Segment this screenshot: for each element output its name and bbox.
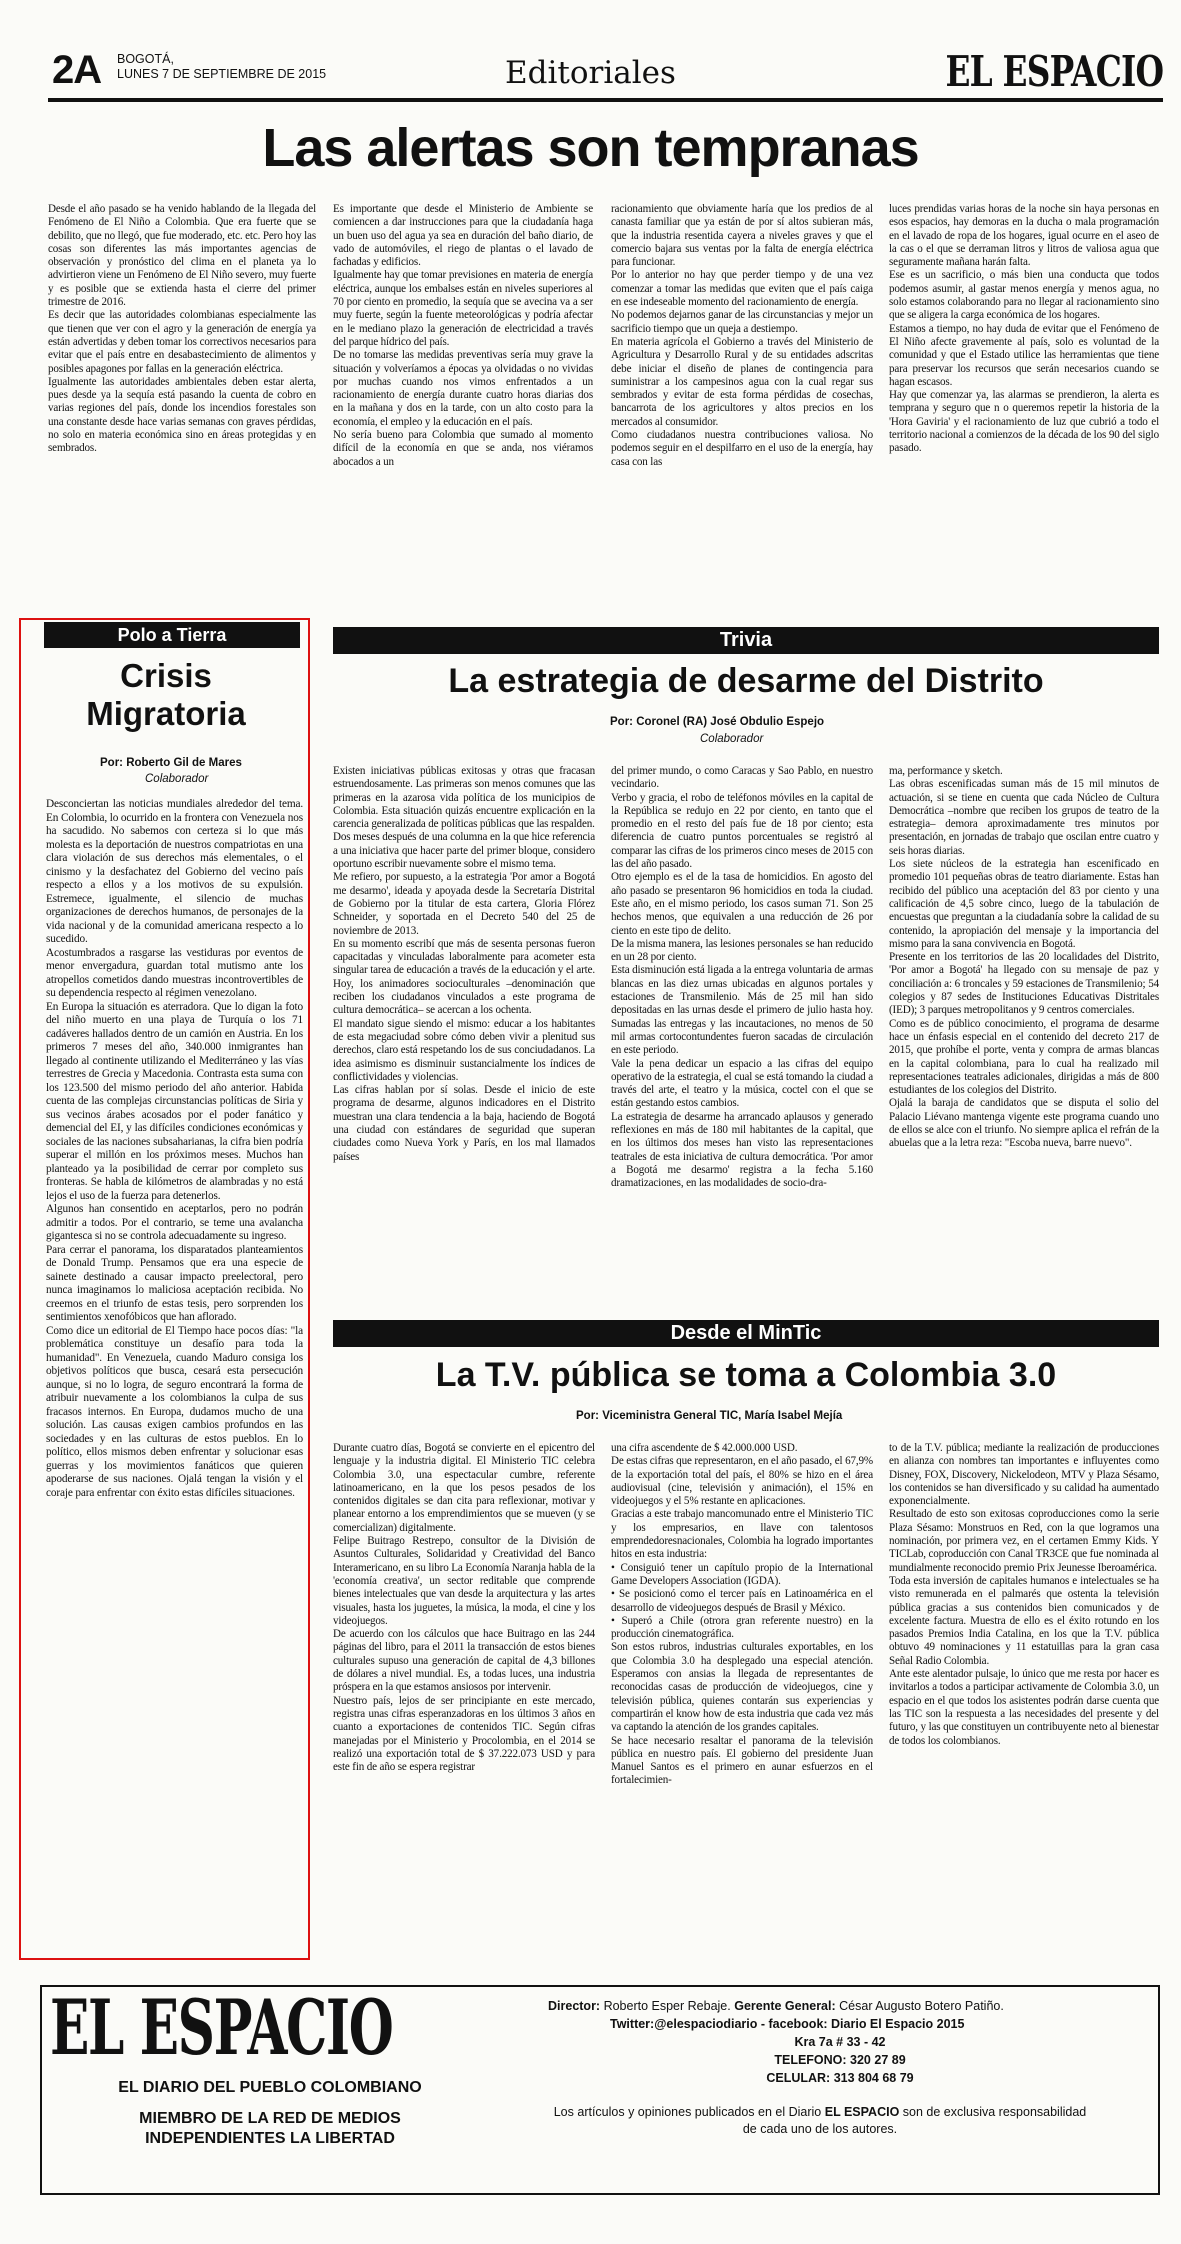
dateline-city: BOGOTÁ, bbox=[117, 52, 174, 66]
paragraph: Durante cuatro días, Bogotá se convierte en el epicentro del lenguaje y la industria digital. El Ministerio TIC celebra Colombia 3.0, una espectacular cumbre, referente latinoamericano, en la que los pesos pesados de los contenidos digitales se dan cita para reflexionar, motivar y planear entorno a los emprendimientos que se mueven (y se comercializan) digitalmente. bbox=[333, 1442, 595, 1534]
footer-disclaimer-line-1 bbox=[500, 2104, 1140, 2120]
footer-cell: CELULAR: 313 804 68 79 bbox=[766, 2071, 914, 2085]
paragraph: Las obras escenificadas suman más de 15 mil minutos de actuación, si se tiene en cuenta que cada Núcleo de Cultura Democrática –nombre que reciben los grupos de teatro de la estrategia– demora aproximadamente tres minutos por presentación, en jornadas de trabajo que oscilan entre cuatro y seis horas diarias. bbox=[889, 778, 1159, 857]
footer-social: Twitter:@elespaciodiario - facebook: Diario El Espacio 2015 bbox=[610, 2017, 965, 2031]
mintic-column-2 bbox=[611, 1442, 873, 1962]
footer-logo-wrap bbox=[50, 1988, 490, 2068]
paragraph: • Superó a Chile (otrora gran referente nuestro) en la producción cinematográfica. bbox=[611, 1614, 873, 1641]
polo-headline-line-1: Crisis bbox=[120, 657, 212, 694]
polo-byline: Por: Roberto Gil de Mares bbox=[100, 757, 242, 769]
mintic-section-bar: Desde el MinTic bbox=[333, 1320, 1159, 1347]
paragraph: Como es de público conocimiento, el programa de desarme hace un énfasis especial en el contenido del decreto 217 de 2015, que prohíbe el porte, venta y compra de armas blancas en la capital colombiana, para lo cual ha realizado mil representaciones teatrales adicionales, dirigidas a más de 800 estudiantes de los colegios del Distrito. bbox=[889, 1017, 1159, 1097]
paragraph: Ojalá la baraja de candidatos que se disputa el solio del Palacio Liévano mantenga vigente este programa cuando uno de ellos se alce con el triunfo. No siempre aplica el refrán de la abuelas que a la letra reza: "Escoba nueva, barre nuevo". bbox=[889, 1097, 1159, 1150]
paragraph: Otro ejemplo es el de la tasa de homicidios. En agosto del año pasado se presentaron 96 homicidios en toda la ciudad. Este año, en el mismo periodo, los casos suman 71. Son 25 hechos menos, que equivalen a una reducción de 26 por ciento en este tipo de delito. bbox=[611, 871, 873, 937]
footer-phone: TELEFONO: 320 27 89 bbox=[774, 2053, 906, 2067]
paragraph: Presente en los territorios de las 20 localidades del Distrito, 'Por amor a Bogotá' ha llegado con su mensaje de paz y conciliación a: 6 troncales y 59 estaciones de Transmilenio; 54 colegios y 87 sedes de Instituciones Educativas Distritales (IED); 3 parques metropolitanos y 9 centros comerciales. bbox=[889, 951, 1159, 1017]
gm-name: César Augusto Botero Patiño. bbox=[839, 1999, 1004, 2013]
paragraph: • Consiguió tener un capítulo propio de la International Game Developers Association (IGDA). bbox=[611, 1561, 873, 1587]
disclaimer-text-1: Los artículos y opiniones publicados en el Diario bbox=[553, 2105, 822, 2119]
footer-logo: EL ESPACIO bbox=[50, 1988, 393, 2068]
paragraph: En su momento escribí que más de sesenta personas fueron capacitadas y vinculadas laboralmente para acometer esta singular tarea de educación a través de la educación y el arte. Hoy, los animadores socioculturales –denominación que reciben los ciudadanos vinculados a este programa de cultura democrática– se acercan a los ochenta. bbox=[333, 937, 595, 1017]
polo-role: Colaborador bbox=[145, 773, 209, 785]
footer-member-line-2: INDEPENDIENTES LA LIBERTAD bbox=[145, 2130, 395, 2147]
director-name: Roberto Esper Rebaje. bbox=[603, 1999, 731, 2013]
footer-disclaimer-line-2: de cada uno de los autores. bbox=[742, 2122, 898, 2136]
paragraph: Desconciertan las noticias mundiales alrededor del tema. En Colombia, lo ocurrido en la frontera con Venezuela nos ha sacudido. No sabemos con certeza si lo que más molesta es la deportación de nuestros compatriotas en una clara violación de sus derechos más elementales, o el cinismo y la desfachatez del Gobierno del vecino país respecto a ellos y a los motivos de su expulsión. Estremece, igualmente, el silencio de muchas organizaciones de derechos humanos, de personajes de la vida nacional y de la comunidad americana respecto a lo sucedido. bbox=[46, 798, 303, 945]
paragraph: Para cerrar el panorama, los disparatados planteamientos de Donald Trump. Pensamos que era una especie de sainete destinado a causar impacto preelectoral, pero nunca imaginamos lo maliciosa aceptación recibida. No creemos en el triunfo de estas tesis, pero sorprenden los sentimientos xenofóbicos que han aflorado. bbox=[46, 1243, 303, 1323]
paragraph: Por lo anterior no hay que perder tiempo y de una vez comenzar a tomar las medidas que eviten que el país caiga en ese indeseable momento del racionamiento de energía. bbox=[611, 269, 873, 309]
header-rule bbox=[48, 98, 1163, 102]
paragraph: Felipe Buitrago Restrepo, consultor de la División de Asuntos Culturales, Solidaridad y Creatividad del Banco Interamericano, en su libro La Economía Naranja habla de la 'economía creativa', un sector reditable que comprende bienes intelectuales que van desde la arquitectura y las artes visuales, hasta los juguetes, la música, la moda, el cine y los videojuegos. bbox=[333, 1535, 595, 1627]
paragraph: Como dice un editorial de El Tiempo hace pocos días: "la problemática constituye un desafío para toda la humanidad". En Venezuela, cuando Maduro consiga los objetivos políticos que busca, cesará esta persecución aunque, si no lo logra, de seguro encontrará la forma de atribuir nuevamente a los colombianos la culpa de sus fracasos internos. En Europa, dudamos mucho de una solución. Las causas exigen cambios profundos en las sociedades y en las culturas de estos pueblos. En lo político, ellos mismos deben enfrentar y solucionar esas guerras y los movimientos fanáticos que quieren apoderarse de sus naciones. Ojalá tengan la visión y el coraje para enfrentar con éxito estas difíciles situaciones. bbox=[46, 1324, 303, 1499]
dateline-date: LUNES 7 DE SEPTIEMBRE DE 2015 bbox=[117, 67, 327, 81]
paragraph: • Se posicionó como el tercer país en Latinoamérica en el desarrollo de videojuegos después de Brasil y México. bbox=[611, 1588, 873, 1614]
mintic-byline: Por: Viceministra General TIC, María Isabel Mejía bbox=[576, 1410, 843, 1422]
paragraph: Existen iniciativas públicas exitosas y otras que fracasan estruendosamente. Las primeras son menos comunes que las primeras en la azarosa vida política de los municipios de Colombia. Esta situación quizás encuentre explicación en la carencia generalizada de políticas públicas que las respalden. bbox=[333, 765, 595, 831]
footer-director-line bbox=[548, 1998, 1004, 2014]
paragraph: del primer mundo, o como Caracas y Sao Pablo, en nuestro vecindario. bbox=[611, 765, 873, 791]
paragraph: Se hace necesario resaltar el panorama de la televisión pública en nuestro país. El gobierno del presidente Juan Manuel Santos es el primero en aunar esfuerzos en el fortalecimien- bbox=[611, 1734, 873, 1787]
trivia-role: Colaborador bbox=[700, 733, 764, 745]
paragraph: Igualmente hay que tomar previsiones en materia de energía eléctrica, aunque los embalses están en niveles superiores al 70 por ciento en promedio, la sequía que se avecina va a ser muy fuerte, según la fuente meteorológicas y podría afectar en le mediano plazo la generación de electricidad a través del parque hídrico del país. bbox=[333, 269, 593, 348]
director-label: Director: bbox=[548, 1999, 601, 2013]
paragraph: No sería bueno para Colombia que sumado al momento difícil de la economía en que se anda, nos viéramos abocados a un bbox=[333, 429, 593, 468]
paragraph: Las cifras hablan por sí solas. Desde el inicio de este programa de desarme, algunos indicadores en el Distrito muestran una clara tendencia a la baja, haciendo de Bogotá una ciudad con estándares de seguridad que superan ciudades como Nueva York y París, en los mal llamados países bbox=[333, 1084, 595, 1163]
section-title: Editoriales bbox=[505, 55, 676, 91]
paragraph: una cifra ascendente de $ 42.000.000 USD. bbox=[611, 1442, 798, 1454]
paragraph: El mandato sigue siendo el mismo: educar a los habitantes de esta megaciudad sobre cómo deben vivir a plenitud sus derechos, claro está respetando los de sus conciudadanos. La idea asimismo es disminuir sustancialmente los índices de conflictividades y violencias. bbox=[333, 1017, 595, 1083]
trivia-section-bar: Trivia bbox=[333, 627, 1159, 654]
paragraph: De la misma manera, las lesiones personales se han reducido en un 28 por ciento. bbox=[611, 937, 873, 964]
paragraph: Resultado de esto son exitosas coproducciones como la serie Plaza Sésamo: Monstruos en Red, con la que logramos una nominación, por primera vez, en el certamen Emmy Kids. Y TICLab, coproducción con Canal TR3CE que fue nominada al mundialmente reconocido premio Prix Jeunesse Iberoamérica. bbox=[889, 1508, 1159, 1574]
paragraph: Es importante que desde el Ministerio de Ambiente se comiencen a dar instrucciones para que la ciudadanía haga un buen uso del agua ya sea en duración del baño diario, de vado de automóviles, el riego de plantas o el lavado de fachadas y edificios. bbox=[333, 203, 593, 269]
paragraph: Ante este alentador pulsaje, lo único que me resta por hacer es invitarlos a todos a participar activamente de Colombia 3.0, un espacio en el que todos los asistentes podrán darse cuenta que las TIC son la respuesta a las necesidades del presente y del futuro, y las que constituyen un contribuyente neto al bienestar de todos los colombianos. bbox=[889, 1668, 1159, 1747]
trivia-column-3 bbox=[889, 765, 1159, 1320]
trivia-byline: Por: Coronel (RA) José Obdulio Espejo bbox=[610, 716, 825, 728]
disclaimer-text-2: son de exclusiva responsabilidad bbox=[902, 2105, 1087, 2119]
paragraph: Los siete núcleos de la estrategia han escenificado en promedio 101 pequeñas obras de teatro diariamente. Estas han recibido del público una aceptación del 83 por ciento y una calificación de 4,5 sobre cinco, luego de la tabulación de encuestas que preguntan a la ciudadanía sobre la calidad de su contenido, la apropiación del mensaje y la importancia del mismo para la sana convivencia en Bogotá. bbox=[889, 858, 1159, 950]
footer-address: Kra 7a # 33 - 42 bbox=[794, 2035, 886, 2049]
editorial-column-3 bbox=[611, 203, 873, 623]
editorial-column-2 bbox=[333, 203, 593, 623]
paragraph: Verbo y gracia, el robo de teléfonos móviles en la capital de la República se redujo en 22 por ciento, en tanto que el promedio en el resto del país fue de 18 por ciento; esta diferencia de cuatro puntos porcentuales se registró al comparar las cifras de los primeros cinco meses de 2015 con las del año pasado. bbox=[611, 791, 873, 871]
trivia-column-1 bbox=[333, 765, 595, 1320]
trivia-column-2 bbox=[611, 765, 873, 1320]
footer-tagline: EL DIARIO DEL PUEBLO COLOMBIANO bbox=[118, 2079, 422, 2096]
polo-headline-line-2: Migratoria bbox=[86, 695, 246, 732]
paragraph: De no tomarse las medidas preventivas sería muy grave la situación y volveríamos a épocas ya olvidadas o no vividas por muchas cuando nos vimos enfrentados a un racionamiento de energía durante cuatro horas diarias dos en la mañana y dos en la tarde, con un alto costo para la economía, el empleo y la educación en el país. bbox=[333, 349, 593, 428]
paragraph: De estas cifras que representaron, en el año pasado, el 67,9% de la exportación total del país, el 80% se hizo en el área audiovisual (cine, televisión y animación), el 15% en videojuegos y el 5% restante en aplicaciones. bbox=[611, 1455, 873, 1508]
paragraph: Nuestro país, lejos de ser principiante en este mercado, registra unas cifras esperanzadoras en los últimos 3 años en cuanto a exportaciones de contenidos TIC. Según cifras manejadas por el Ministerio y Procolombia, en el 2014 se realizó una exportación total de $ 37.222.073 USD y para este fin de año se espera registrar bbox=[333, 1694, 595, 1774]
paragraph: Como ciudadanos nuestra contribuciones valiosa. No podemos seguir en el despilfarro en el uso de la energía, hay casa con las bbox=[611, 429, 873, 468]
paragraph: Estamos a tiempo, no hay duda de evitar que el Fenómeno de El Niño afecte gravemente al país, solo es voluntad de la comunidad y que el Estado utilice las herramientas que tiene para preservar los recursos que serán necesarios cuando se hagan escasos. bbox=[889, 322, 1159, 388]
paragraph: No podemos dejarnos ganar de las circunstancias y mejor un sacrificio tiempo que un queja a destiempo. bbox=[611, 309, 873, 335]
paragraph: Desde el año pasado se ha venido hablando de la llegada del Fenómeno de El Niño a Colombia. Que era fuerte que se debilito, que no llegó, que fue moderado, etc. etc. Pero hoy las cosas son diferentes las más importantes agencias de observación y pronóstico del clima en el planeta ya lo advirtieron viene un Fenómeno de El Niño severo, muy fuerte y es posible que se extienda hasta el cierre del primer trimestre de 2016. bbox=[48, 203, 316, 309]
trivia-headline: La estrategia de desarme del Distrito bbox=[448, 662, 1044, 700]
paragraph: Igualmente las autoridades ambientales deben estar alerta, pues desde ya la sequía está pasando la cuenta de cobro en varias regiones del país, donde los incendios forestales son una constante desde hace varias semanas con graves pérdidas, no solo en materia económica sino en áreas protegidas y en sembrados. bbox=[48, 375, 316, 455]
paragraph: Vale la pena dedicar un espacio a las cifras del equipo operativo de la estrategia, el cual se está tomando la ciudad a través del arte, el teatro y la música, coctel con el que se están gestando estos cambios. bbox=[611, 1057, 873, 1110]
paragraph: En materia agrícola el Gobierno a través del Ministerio de Agricultura y Desarrollo Rural y de su entidades adscritas debe iniciar el diseño de planes de contingencia para suministrar a los campesinos agua con la cual regar sus sembrados y evitar de esta forma pérdidas de cosechas, bancarrota de los agricultores y altos precios en los mercados al consumidor. bbox=[611, 335, 873, 428]
mintic-column-1 bbox=[333, 1442, 595, 1962]
editorial-column-4 bbox=[889, 203, 1159, 623]
paragraph: De acuerdo con los cálculos que hace Buitrago en las 244 páginas del libro, para el 2011 la transacción de estos bienes culturales supuso una generación de capital de 4,3 billones de dólares a nivel mundial. Es, a todas luces, una industria próspera en la que estamos ansiosos por intervenir. bbox=[333, 1628, 595, 1694]
masthead-logo: EL ESPACIO bbox=[945, 47, 1163, 96]
paragraph: Dos meses después de una columna en la que hice referencia a una iniciativa que hacer parte del primer bloque, considero oportuno escribir nuevamente sobre el mismo tema. bbox=[333, 831, 595, 871]
paragraph: Esta disminución está ligada a la entrega voluntaria de armas blancas en las diez urnas ubicadas en algunos portales y estaciones de Transmilenio. Más de 25 mil han sido depositadas en las urnas desde el primero de julio hasta hoy. Sumadas las entregas y las incautaciones, no menos de 50 mil armas cortocontundentes fueron sacadas de circulación en este periodo. bbox=[611, 964, 873, 1057]
editorial-headline: Las alertas son tempranas bbox=[262, 118, 919, 178]
paragraph: En Europa la situación es aterradora. Que lo digan la foto del niño muerto en una playa de Turquía o los 71 cadáveres hallados dentro de un camión en Austria. En los primeros 7 meses del año, 340.000 inmigrantes han llegado al continente utilizando el Mediterráneo y las vías terrestres de Grecia y Macedonia. Contrasta esta suma con los 123.500 del mismo periodo del año anterior. Habida cuenta de las complejas circunstancias políticas de Siria y sus vecinos árabes acosados por el poder fanático y demencial del EI, y las difíciles condiciones económicas y sociales de las naciones subsaharianas, la cifra bien podría superar el millón en los próximos meses. Muchos han planteado ya la posibilidad de cerrar por completo sus fronteras. Se habla de kilómetros de alambradas y no está lejos el uso de la fuerza para detenerlos. bbox=[46, 1000, 303, 1202]
paragraph: Gracias a este trabajo mancomunado entre el Ministerio TIC y los empresarios, en llave con talentosos emprendedoresnacionales, Colombia ha logrado importantes hitos en esta industria: bbox=[611, 1508, 873, 1561]
paragraph: Toda esta inversión de capitales humanos e intelectuales se ha visto remunerada en el palmarés que ostenta la televisión pública gracias a sus contenidos bien comunicados y de excelente factura. Muestra de ello es el éxito rotundo en los pasados Premios India Catalina, en los que la T.V. pública obtuvo 49 nominaciones y 11 estatuillas para la gran casa Señal Radio Colombia. bbox=[889, 1574, 1159, 1667]
polo-body bbox=[46, 798, 303, 1956]
paragraph: Acostumbrados a rasgarse las vestiduras por eventos de menor envergadura, guardan total mutismo ante los atropellos cometidos dando muestras incontrovertibles de su dependencia respecto al régimen venezolano. bbox=[46, 946, 303, 999]
page-number: 2A bbox=[52, 48, 102, 92]
paragraph: ma, performance y sketch. bbox=[889, 765, 1003, 777]
paragraph: La estrategia de desarme ha arrancado aplausos y generado reflexiones en más de 180 mil habitantes de la capital, que en los últimos dos meses han visto las representaciones teatrales de esta iniciativa de cultura democrática. 'Por amor a Bogotá me desarmo' registra a la fecha 5.160 dramatizaciones, en las modalidades de socio-dra- bbox=[611, 1110, 873, 1190]
mintic-headline: La T.V. pública se toma a Colombia 3.0 bbox=[435, 1356, 1057, 1394]
paragraph: Son estos rubros, industrias culturales exportables, en los que Colombia 3.0 ha desplegado una especial atención. Esperamos con ansias la llegada de representantes de reconocidas casas de producción de videojuegos, cine y televisión pública, quienes contarán sus experiencias y compartirán el know how de esta industria que cada vez más va captando la atención de los grandes capitales. bbox=[611, 1641, 873, 1734]
footer-member-line-1: MIEMBRO DE LA RED DE MEDIOS bbox=[139, 2110, 401, 2127]
mintic-column-3 bbox=[889, 1442, 1159, 1962]
editorial-column-1 bbox=[48, 203, 316, 608]
disclaimer-brand: EL ESPACIO bbox=[824, 2105, 900, 2119]
paragraph: luces prendidas varias horas de la noche sin haya personas en esos espacios, hay demoras en la ducha o mala programación en el lavado de ropa de los hogares, igual ocurre en el aseo de la cas o el que se derraman litros y litros de valiosa agua que seguramente mañana harán falta. bbox=[889, 203, 1159, 269]
paragraph: Es decir que las autoridades colombianas especialmente las que tienen que ver con el agro y la generación de energía ya están advertidas y deben tomar los correctivos necesarios para evitar que el país entre en desabastecimiento de alimentos y posibles apagones por fallas en la generación eléctrica. bbox=[48, 309, 316, 375]
paragraph: Me refiero, por supuesto, a la estrategia 'Por amor a Bogotá me desarmo', ideada y apoyada desde la Secretaría Distrital de Gobierno por la titular de esta cartera, Gloria Flórez Schneider, y soportada en el Decreto 540 del 25 de noviembre de 2013. bbox=[333, 871, 595, 937]
paragraph: to de la T.V. pública; mediante la realización de producciones en alianza con nombres tan importantes e influyentes como Disney, FOX, Discovery, Nickelodeon, MTV y Plaza Sésamo, los contenidos se han diversificado y su calidad ha aumentado exponencialmente. bbox=[889, 1442, 1159, 1508]
polo-section-bar: Polo a Tierra bbox=[44, 622, 300, 648]
paragraph: Hay que comenzar ya, las alarmas se prendieron, la alerta es temprana y seguro que n o queremos repetir la historia de la 'Hora Gaviria' y el racionamiento de luz que cubrió a todo el territorio nacional a comienzos de la década de los 90 del siglo pasado. bbox=[889, 389, 1159, 455]
paragraph: Algunos han consentido en aceptarlos, pero no podrán admitir a todos. Por el contrario, se teme una avalancha gigantesca si no se controla adecuadamente su ingreso. bbox=[46, 1203, 303, 1242]
gm-label: Gerente General: bbox=[734, 1999, 836, 2013]
paragraph: Ese es un sacrificio, o más bien una conducta que todos podemos asumir, al gastar menos energía y menos agua, no solo estamos colaborando para no llegar al racionamiento sino que se aligera la carga económica de los hogares. bbox=[889, 269, 1159, 322]
paragraph: racionamiento que obviamente haría que los predios de al canasta familiar que ya están de por sí altos subieran más, que la industria resentida cayera a niveles graves y que el comercio bajara sus ventas por la falta de energía eléctrica para funcionar. bbox=[611, 203, 873, 269]
